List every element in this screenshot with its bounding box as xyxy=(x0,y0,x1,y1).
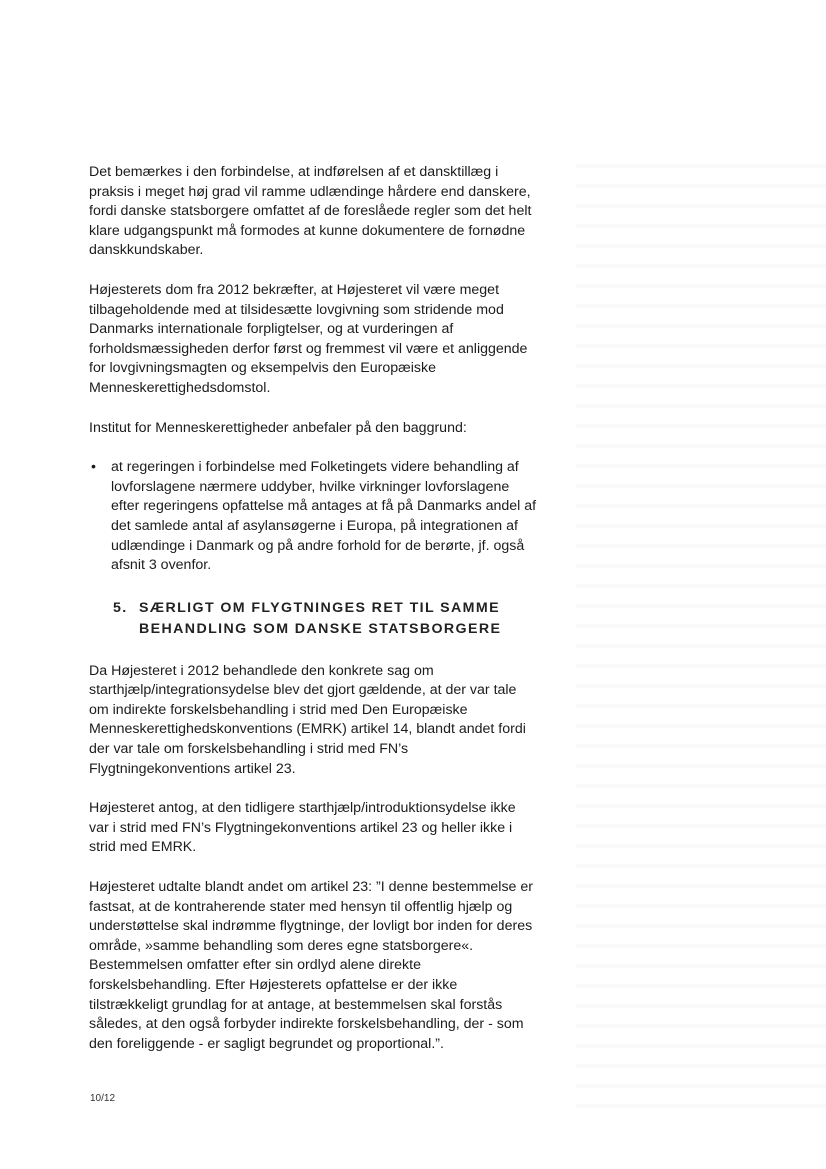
text-line: at regeringen i forbindelse med Folketingets videre behandling af xyxy=(111,459,519,476)
text-line: Bestemmelsen omfatter efter sin ordlyd alene direkte xyxy=(89,957,421,974)
text-line: Det bemærkes i den forbindelse, at indførelsen af et dansktillæg i xyxy=(89,164,499,180)
paragraph-dansktillaeg xyxy=(89,163,579,261)
text-line: starthjælp/integrationsydelse blev det gjort gældende, at der var tale xyxy=(89,682,517,699)
text-line: om indirekte forskelsbehandling i strid med Den Europæiske xyxy=(89,701,468,718)
text-line: understøttelse skal indrømme flygtninge, der lovligt bor inden for deres xyxy=(89,918,533,935)
text-line: Institut for Menneskerettigheder anbefaler på den baggrund: xyxy=(89,419,467,436)
text-line: Menneskerettighedskonventions (EMRK) artikel 14, blandt andet fordi xyxy=(89,721,526,738)
section-number: 5. xyxy=(113,599,128,616)
text-line: afsnit 3 ovenfor. xyxy=(111,557,212,574)
text-line: således, at den også forbyder indirekte forskelsbehandling, der - som xyxy=(89,1016,524,1033)
section-title-line: BEHANDLING SOM DANSKE STATSBORGERE xyxy=(139,620,502,637)
text-line: udlændinge i Danmark og på andre forhold for de berørte, jf. også xyxy=(111,537,525,554)
text-line: der var tale om forskelsbehandling i strid med FN’s xyxy=(89,741,409,758)
paragraph-sag-2012 xyxy=(89,662,579,780)
text-line: forskelsbehandling. Efter Højesterets opfattelse er der ikke xyxy=(89,977,458,993)
text-line: forholdsmæssigheden derfor først og fremmest vil være et anliggende xyxy=(89,340,528,357)
text-line: Højesteret udtalte blandt andet om artikel 23: ”I denne bestemmelse er xyxy=(89,879,533,896)
text-line: Flygtningekonventions artikel 23. xyxy=(89,760,296,777)
text-line: var i strid med FN’s Flygtningekonventions artikel 23 og heller ikke i xyxy=(89,819,513,836)
text-line: danskkundskaber. xyxy=(89,242,204,259)
section-title-line: SÆRLIGT OM FLYGTNINGES RET TIL SAMME xyxy=(139,599,500,616)
text-line: Højesteret antog, at den tidligere starthjælp/introduktionsydelse ikke xyxy=(89,800,516,817)
paragraph-anbefaling-intro xyxy=(89,419,579,439)
paragraph-hojesteret-udtalte xyxy=(89,878,579,1054)
text-line: for lovgivningsmagten og eksempelvis den Europæiske xyxy=(89,360,436,377)
text-line: fordi danske statsborgere omfattet af de foreslåede regler som det helt xyxy=(89,203,532,220)
text-line: strid med EMRK. xyxy=(89,839,197,856)
text-line: klare udgangspunkt må formodes at kunne dokumentere de fornødne xyxy=(89,222,526,239)
text-line: tilbageholdende med at tilsidesætte lovgivning som stridende mod xyxy=(89,301,504,318)
bullet-icon: • xyxy=(91,459,96,476)
text-line: fastsat, at de kontraherende stater med hensyn til offentlig hjælp og xyxy=(89,898,513,915)
paragraph-hojesterets-dom xyxy=(89,281,579,399)
recommendation-bullet xyxy=(89,458,579,576)
document-body xyxy=(89,163,579,1074)
text-line: praksis i meget høj grad vil ramme udlændinge hårdere end danskere, xyxy=(89,183,531,200)
text-line: område, »samme behandling som deres egne statsborgere«. xyxy=(89,937,474,954)
text-line: den foreliggende - er sagligt begrundet og proportional.”. xyxy=(89,1035,444,1052)
text-line: det samlede antal af asylansøgerne i Europa, på integrationen af xyxy=(111,517,518,534)
text-line: Højesterets dom fra 2012 bekræfter, at Højesteret vil være meget xyxy=(89,281,500,298)
scan-bleed-through xyxy=(576,150,826,1110)
text-line: Da Højesteret i 2012 behandlede den konkrete sag om xyxy=(89,662,434,679)
text-line: lovforslagene nærmere uddyber, hvilke virkninger lovforslagene xyxy=(111,478,510,495)
section-heading xyxy=(89,598,579,640)
page-number: 10/12 xyxy=(90,1093,116,1104)
text-line: Danmarks internationale forpligtelser, og at vurderingen af xyxy=(89,321,454,338)
paragraph-hojesteret-antog xyxy=(89,799,579,858)
text-line: efter regeringens opfattelse må antages at få på Danmarks andel af xyxy=(111,498,537,515)
text-line: Menneskerettighedsdomstol. xyxy=(89,379,271,396)
text-line: tilstrækkeligt grundlag for at antage, at bestemmelsen skal forstås xyxy=(89,996,503,1013)
